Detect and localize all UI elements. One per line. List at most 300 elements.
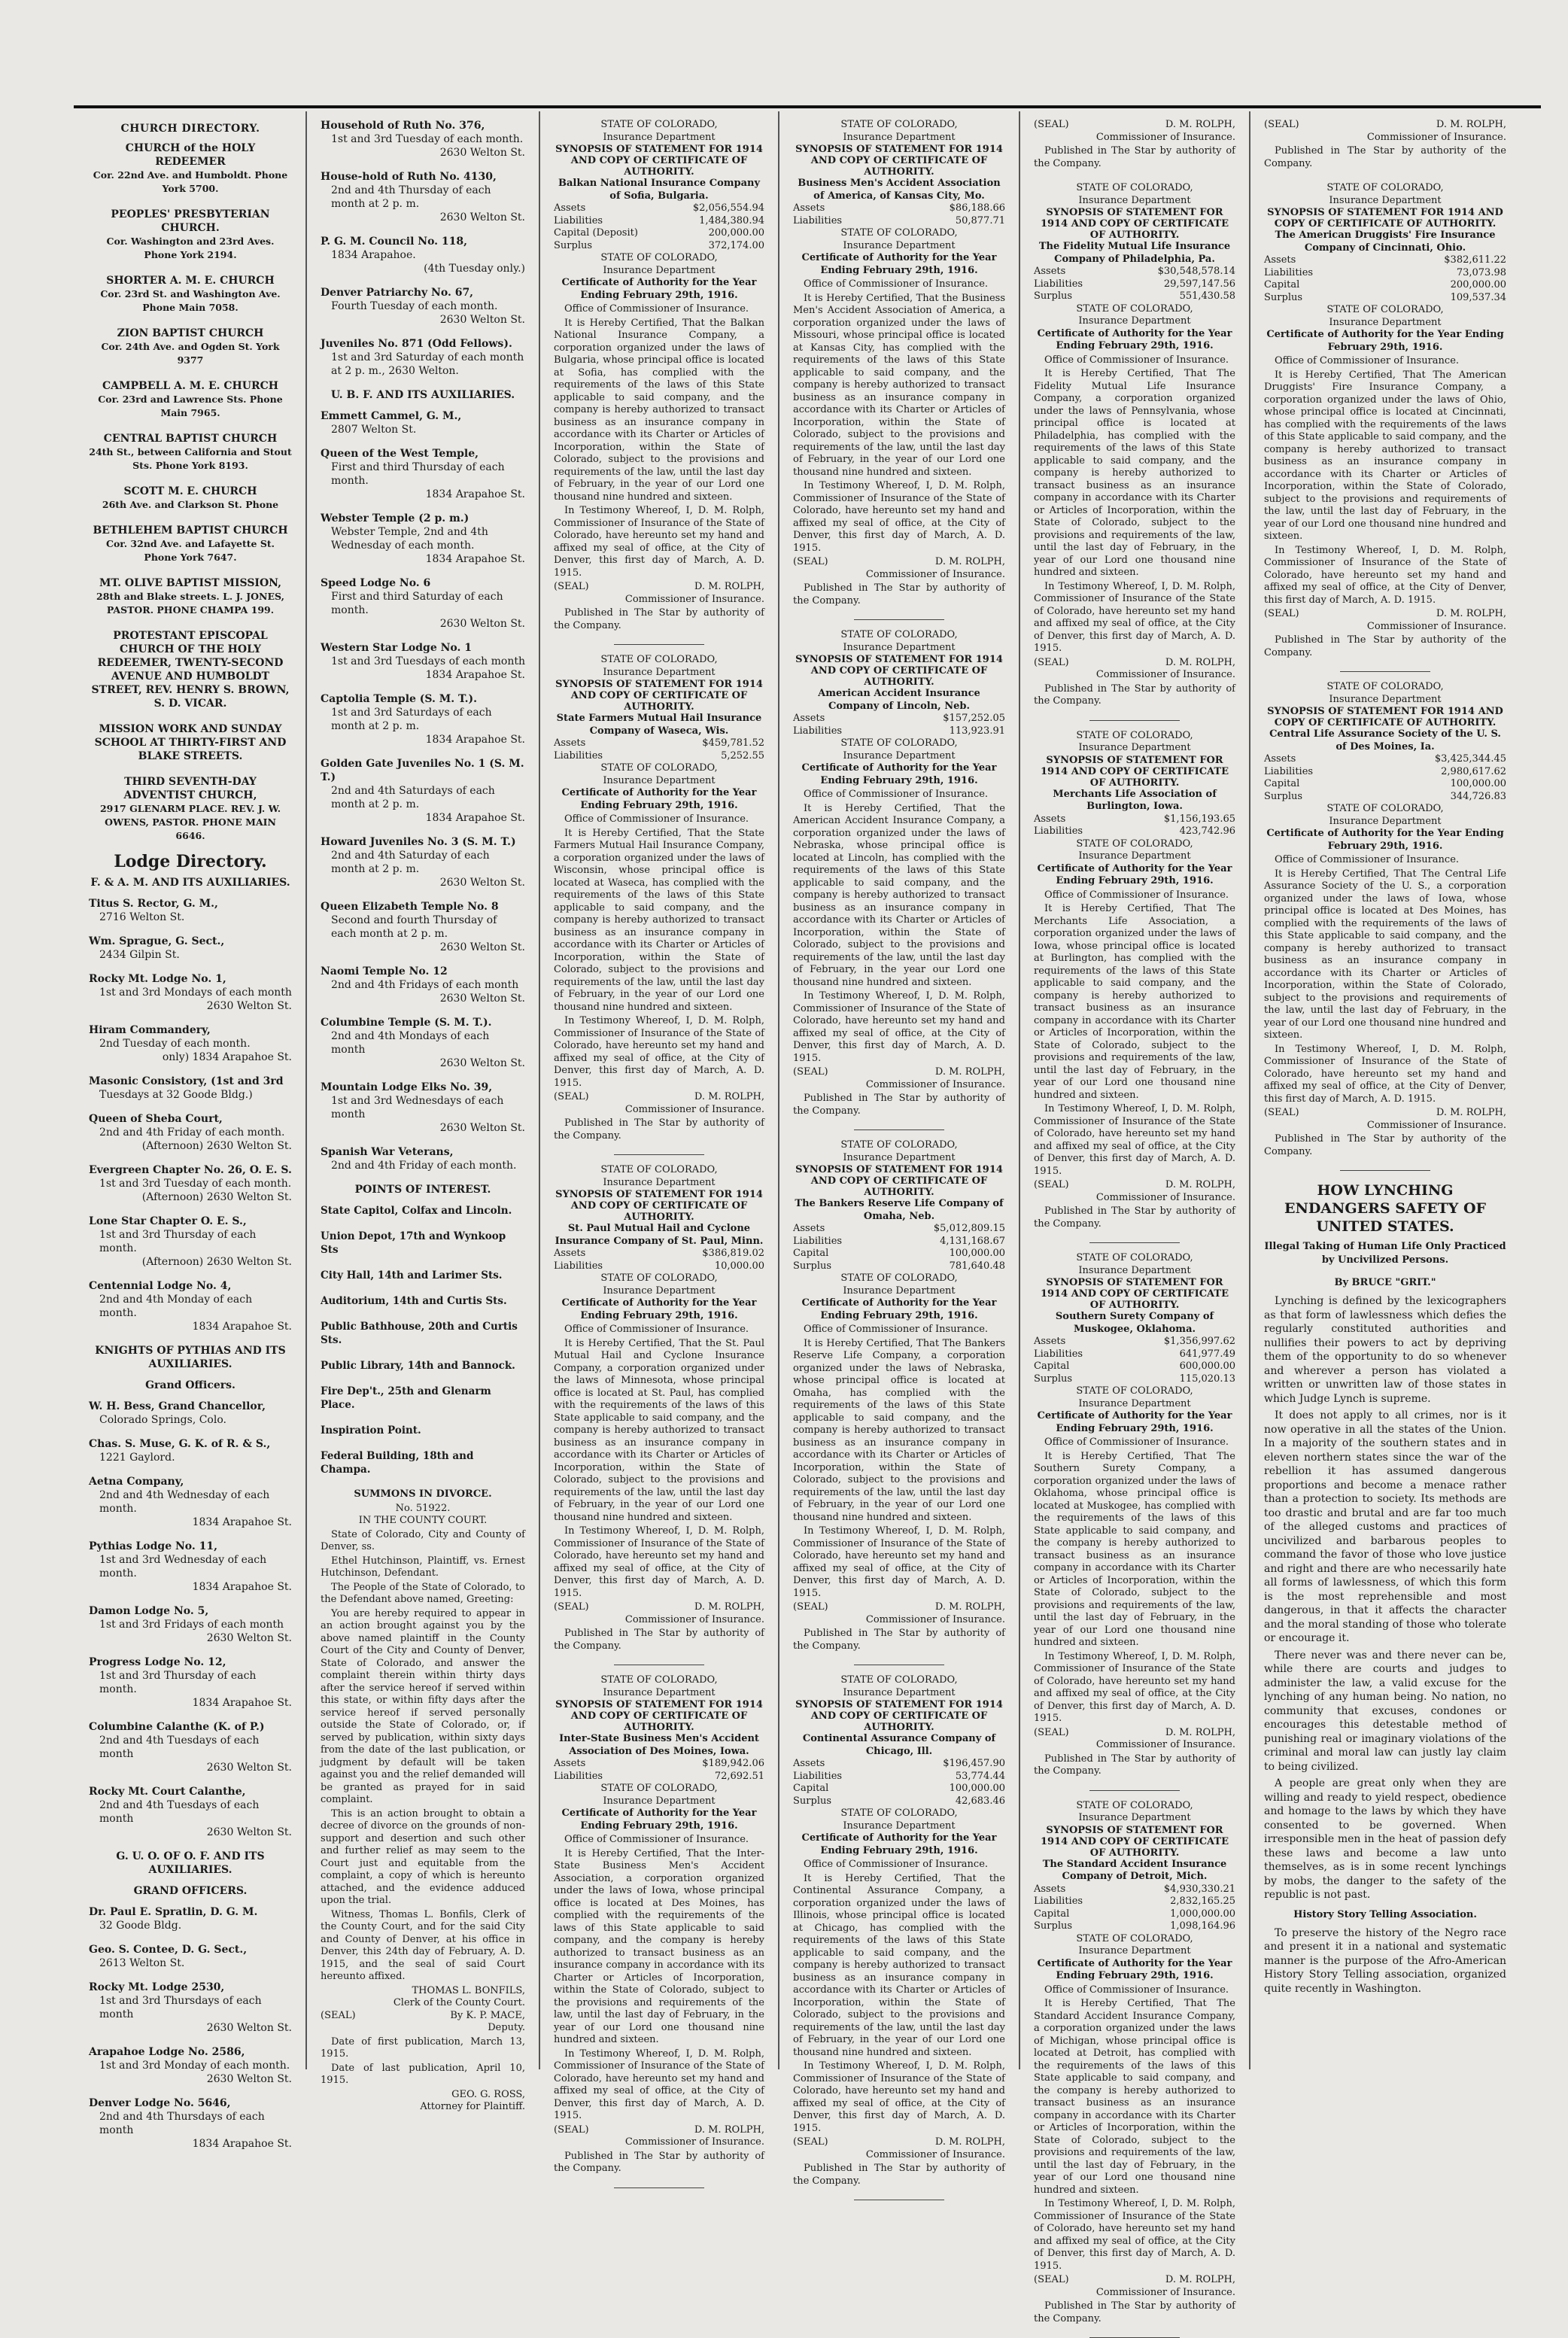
notice-dept: Insurance Department [843,1151,956,1163]
notice-body: It is Hereby Certified, That the Balkan National Insurance Company, a corporation organized under the laws of Bulgaria, whose principal office is located at Sofia, has complied with the requirements of the laws of this State applicable to said company, and the company is hereby authorized to transact business as an insurance company in accordance with its Charter or Articles of Incorporation, within the State of Colorado, subject to the provisions and requirements of the law, until the last day of February, in the year of our Lord one thousand nine hundred and sixteen. [554,317,764,503]
financial-value: $3,425,344.45 [1434,753,1506,765]
notice-dept: Insurance Department [1329,693,1442,705]
church-list [89,141,292,843]
lodge-name: Aetna Company, [89,1476,184,1488]
seal-text: (SEAL) [793,556,828,567]
financial-value: $1,356,997.62 [1163,1336,1235,1347]
financial-label: Surplus [1034,1920,1073,1932]
oof-officers-heading: GRAND OFFICERS. [133,1885,248,1897]
summons-court: IN THE COUNTY COURT. [358,1515,488,1526]
notice-dept: Insurance Department [843,749,956,762]
signer-name: D. M. ROLPH, [934,1601,1005,1613]
notice-state: STATE OF COLORADO, [840,1807,958,1819]
financial-value: 72,692.51 [714,1770,764,1782]
financial-value: $386,819.02 [702,1248,764,1259]
church-entry [89,629,292,710]
signer-name: D. M. ROLPH, [694,2124,764,2136]
column-insurance-notices-2 [778,119,1019,2187]
financial-value: 200,000.00 [708,227,764,239]
financial-label: Assets [554,737,586,749]
lodge-entry [321,1016,525,1070]
lodge-name: Centennial Lodge No. 4, [89,1280,232,1292]
financial-row [1264,791,1506,804]
notice-company: Business Men's Accident Association of America, of Kansas City, Mo. [798,178,1001,202]
notice-body: It is Hereby Certified, That the Business Men's Accident Association of America, a corporation organized under the laws of Missouri, whose principal office is located at Kansas City, has complied with the requirements of the laws of this State applicable to said company, and the company is hereby authorized to transact business as an insurance company in accordance with its Charter or Articles of Incorporation, within the State of Colorado, subject to the provisions and requirements of the law, until the last day of February, in the year of our Lord one thousand nine hundred and sixteen. [793,292,1005,478]
article-paragraph: There never was and there never can be, while there are courts and judges to administer the law, a valid excuse for the lynching of any human being. No nation, no community that excuses, condones or encourages this detestable method of punishing real or imaginary violations of the criminal and moral law can justly lay claim to being civilized. [1264,1649,1506,1773]
financial-value: 641,977.49 [1179,1348,1235,1360]
notice-certificate: Certificate of Authority for the Year Ending February 29th, 1916. [1037,862,1232,886]
lodge-detail: 32 Goode Bldg. [99,1920,182,1932]
lodge-entry [321,235,525,275]
lodge-name: W. H. Bess, Grand Chancellor, [89,1400,266,1412]
published-note: Published in The Star by authority of the Company. [554,607,764,631]
financial-row [1034,825,1235,838]
notice-state: STATE OF COLORADO, [600,1783,718,1794]
financial-row [1034,1348,1235,1361]
notice-synopsis: SYNOPSIS OF STATEMENT FOR 1914 AND COPY OF CERTIFICATE OF AUTHORITY. [1267,207,1503,230]
financial-value: 2,980,617.62 [1441,765,1506,777]
summons-seal: (SEAL) [321,2009,356,2021]
notice-office: Office of Commissioner of Insurance. [1275,854,1460,865]
notice-separator [614,1154,704,1155]
signer-name: D. M. ROLPH, [1165,119,1235,130]
financial-value: $4,930,330.21 [1163,1883,1235,1895]
lodge-detail: Tuesdays at 32 Goode Bldg.) [99,1089,253,1101]
summons-body [321,1529,525,1984]
financial-label: Liabilities [1034,1896,1083,1907]
oof-section-heading: G. U. O. OF O. F. AND ITS AUXILIARIES. [116,1850,265,1876]
financial-label: Assets [793,202,825,214]
notice-separator [854,619,944,620]
lodge-entry [321,409,525,436]
notice-company: Merchants Life Association of Burlington, Iowa. [1053,788,1217,812]
notice-testimony: In Testimony Whereof, I, D. M. Rolph, Commissioner of Insurance of the State of Colorado, have hereunto set my hand and affixed my seal of office, at the City of Denver, this first day of March, A. D. 1915. [554,1015,764,1089]
notice-state: STATE OF COLORADO, [600,119,718,130]
notice-state: STATE OF COLORADO, [840,1272,958,1284]
financial-label: Surplus [793,1260,832,1272]
lodge-name: Household of Ruth No. 376, [321,120,485,132]
financial-value: $30,548,578.14 [1157,266,1235,277]
financial-label: Liabilities [554,214,603,227]
signer-name: D. M. ROLPH, [1165,1726,1235,1738]
financial-value: 5,252.55 [721,749,764,762]
notice-dept: Insurance Department [843,131,956,143]
published-note: Published in The Star by authority of the Company. [1264,145,1506,169]
lodge-entry [89,1279,292,1333]
lodge-name: Howard Juveniles No. 3 (S. M. T.) [321,836,516,848]
lodge-name: Titus S. Rector, G. M., [89,898,218,910]
financial-row [793,1783,1005,1795]
summons-seal-line [321,2010,525,2023]
summons-paragraph: State of Colorado, City and County of Denver, ss. [321,1528,525,1552]
signer-title: Commissioner of Insurance. [624,2136,764,2148]
signature-line [793,1601,1005,1614]
lodge-entry [321,835,525,889]
financial-row [554,1758,764,1771]
notice-office: Office of Commissioner of Insurance. [1044,889,1229,901]
lodge-detail: First and third Saturday of each month. [331,591,503,616]
notice-dept: Insurance Department [843,1686,956,1698]
financial-label: Surplus [793,1795,832,1807]
summons-last-pub: Date of last publication, April 10, 1915. [321,2062,525,2086]
lodge-entry [89,2045,292,2086]
insurance-notice [554,1674,764,2175]
notice-certificate: Certificate of Authority for the Year Ending February 29th, 1916. [1266,828,1504,852]
notice-company: Inter-State Business Men's Accident Association of Des Moines, Iowa. [559,1733,759,1757]
lynching-article [1264,1181,1506,1996]
financial-row [1034,278,1235,291]
financial-row [793,1260,1005,1273]
lodge-entry [89,1400,292,1427]
column-insurance-notices-3 [1019,119,1249,2324]
notice-testimony: In Testimony Whereof, I, D. M. Rolph, Commissioner of Insurance of the State of Colorado, have hereunto set my hand and affixed my seal of office, at the City of Denver, this first day of March, A. D. 1915. [793,480,1005,554]
financial-label: Capital [1264,279,1300,290]
financial-row [1264,267,1506,280]
financial-label: Assets [1264,254,1296,266]
lodge-entry [89,1437,292,1464]
article-paragraph: It does not apply to all crimes, nor is it now operative in all the states of the Union. In a majority of the southern states and in eleven northern states since the war of the rebellion it has assumed dangerous proportions and become a menace rather than a protection to society. Its methods are too drastic and brutal and are far too much of the alleged customs and practices of uncivilized and barbarous peoples to command the favor of those who love justice and right and there are who necessarily hate all forms of lawlessness, of which this form is the most reprehensible and most dangerous, in that it affects the character and the moral standing of those who tolerate or encourage it. [1264,1409,1506,1644]
lodge-entry [89,1163,292,1204]
signer-name: D. M. ROLPH, [1165,656,1235,668]
poi-item: Inspiration Point. [321,1424,421,1437]
financial-label: Capital [1034,1908,1070,1920]
lodge-detail: 1st and 3rd Tuesday of each month. [331,133,524,145]
lodge-detail: 2630 Welton St. [206,1762,292,1774]
notice-state: STATE OF COLORADO, [600,654,718,665]
notice-certificate: Certificate of Authority for the Year Ending February 29th, 1916. [561,277,757,301]
article-paragraph: A people are great only when they are willing and ready to yield respect, obedience and homage to the laws by which they have consented to be governed. When irresponsible men in the heat of passion defy these laws and become a law unto themselves, as is in some recent lynchings by mobs, the danger to the safety of the republic is not past. [1264,1777,1506,1901]
signer-name: D. M. ROLPH, [1165,2274,1235,2285]
seal-text: (SEAL) [1034,1726,1069,1738]
lodge-detail: 1st and 3rd Saturday of each month at 2 p. m., 2630 Welton. [331,351,524,377]
church-directory-heading: CHURCH DIRECTORY. [120,123,260,135]
notice-state: STATE OF COLORADO, [600,252,718,263]
seal-text: (SEAL) [1264,608,1299,619]
lodge-detail: 2630 Welton St. [206,1826,292,1838]
notice-company: St. Paul Mutual Hail and Cyclone Insurance Company of St. Paul, Minn. [555,1223,764,1247]
poi-item: State Capitol, Colfax and Lincoln. [321,1205,512,1217]
notice-state: STATE OF COLORADO, [840,119,958,130]
church-name: CAMPBELL A. M. E. CHURCH [102,380,278,392]
lodge-detail: 1834 Arapahoe St. [425,812,525,824]
poi-item: Public Bathhouse, 20th and Curtis Sts. [321,1321,518,1346]
summons-paragraph: You are hereby required to appear in an action brought against you by the above named plaintiff in the County Court of the City and County of Denver, State of Colorado, and answer the complaint therein within thirty days after the service hereof if served within this state, or within fifty days after the service hereof if served personally outside the State of Colorado, or, if served by publication, within sixty days from the date of the last publication, or judgment by default will be taken against you and the relief demanded will be granted as prayed for in said complaint. [321,1607,525,1805]
summons-notice [321,1488,525,2114]
lodge-detail: 1834 Arapahoe St. [425,734,525,746]
financial-row [1034,1373,1235,1386]
financial-value: 100,000.00 [949,1248,1005,1259]
lodge-name: Masonic Consistory, (1st and 3rd [89,1075,284,1087]
lodge-detail: 1st and 3rd Wednesday of each month. [99,1554,267,1579]
signer-name: D. M. ROLPH, [934,1066,1005,1078]
financial-label: Capital [1034,1361,1070,1372]
notice-synopsis: SYNOPSIS OF STATEMENT FOR 1914 AND COPY OF CERTIFICATE OF AUTHORITY. [1267,706,1503,728]
financial-label: Liabilities [554,1770,603,1782]
notice-company: Central Life Assurance Society of the U. S. of Des Moines, Ia. [1269,728,1501,752]
seal-text: (SEAL) [793,1066,828,1078]
lodge-entry [89,1604,292,1645]
notice-office: Office of Commissioner of Insurance. [804,1324,989,1335]
financial-label: Capital [793,1248,829,1259]
notice-synopsis: SYNOPSIS OF STATEMENT FOR 1914 AND COPY OF CERTIFICATE OF AUTHORITY. [555,1699,763,1733]
lodge-name: Chas. S. Muse, G. K. of R. & S., [89,1438,271,1450]
signer-title: Commissioner of Insurance. [1366,131,1506,143]
lodge-entry [89,1475,292,1529]
lodge-entry [89,1785,292,1839]
lodge-entry [89,2096,292,2151]
lodge-detail: 2630 Welton St. [439,618,525,630]
signer-title: Commissioner of Insurance. [1095,1191,1235,1203]
lodge-detail: 2630 Welton St. [206,2073,292,2085]
signer-name: D. M. ROLPH, [694,1601,764,1613]
notice-synopsis: SYNOPSIS OF STATEMENT FOR 1914 AND COPY OF CERTIFICATE OF AUTHORITY. [795,144,1003,178]
notice-body: It is Hereby Certified, That The Southern Surety Company, a corporation organized under the laws of Oklahoma, whose principal office is located at Muskogee, has complied with the requirements of the laws of this State applicable to said company, and the company is hereby authorized to transact business as an insurance company in accordance with its Charter or Articles of Incorporation, within the State of Colorado, subject to the provisions and requirements of the law, until the last day of February, in the year of our Lord one thousand nine hundred and sixteen. [1034,1450,1235,1648]
column-church-lodge-directory [74,119,305,2150]
lodge-detail: only) 1834 Arapahoe St. [162,1051,292,1063]
lodge-entry [89,1981,292,2035]
seal-text: (SEAL) [554,1091,589,1102]
financial-row [1034,1883,1235,1896]
summons-first-pub: Date of first publication, March 13, 1915. [321,2035,525,2060]
church-address: 28th and Blake streets. L. J. JONES, PASTOR. PHONE CHAMPA 199. [96,591,284,616]
notice-dept: Insurance Department [1329,316,1442,328]
notice-office: Office of Commissioner of Insurance. [1044,1437,1229,1448]
notice-separator [614,644,704,645]
summons-clerk-title: Clerk of the County Court. [393,1997,525,2008]
signature-line [793,2136,1005,2149]
signer-name: D. M. ROLPH, [934,2136,1005,2148]
signature-line [1034,657,1235,670]
signer-name: D. M. ROLPH, [934,556,1005,567]
lodge-detail: 2nd and 4th Monday of each month. [99,1294,253,1319]
lodge-detail: 1st and 3rd Tuesdays of each month [331,655,525,667]
lodge-detail: 1834 Arapahoe St. [192,2138,292,2150]
notice-synopsis: SYNOPSIS OF STATEMENT FOR 1914 AND COPY OF CERTIFICATE OF AUTHORITY. [555,679,763,713]
notice-certificate: Certificate of Authority for the Year Ending February 29th, 1916. [561,1807,757,1832]
lodge-name: Golden Gate Juveniles No. 1 (S. M. T.) [321,758,524,783]
lodge-name: Webster Temple (2 p. m.) [321,512,469,524]
poi-section-heading: POINTS OF INTEREST. [354,1184,491,1196]
insurance-notice [793,629,1005,1117]
published-note: Published in The Star by authority of the Company. [793,582,1005,607]
notice-separator [1089,720,1180,721]
notice-state: STATE OF COLORADO, [600,1272,718,1284]
notice-dept: Insurance Department [843,239,956,251]
signer-title: Commissioner of Insurance. [1095,669,1235,680]
financial-row [554,1771,764,1783]
church-entry [89,524,292,564]
notice-company: The Fidelity Mutual Life Insurance Company of Philadelphia, Pa. [1038,241,1231,265]
signer-title: Commissioner of Insurance. [624,1103,764,1115]
financial-label: Surplus [554,239,593,251]
fam-section-heading: F. & A. M. AND ITS AUXILIARIES. [90,877,290,889]
lodge-name: Rocky Mt. Court Calanthe, [89,1786,246,1798]
notice-state: STATE OF COLORADO, [1076,182,1193,193]
financial-label: Assets [1264,753,1296,765]
notice-dept: Insurance Department [843,1820,956,1832]
church-address: Cor. 23rd and Lawrence Sts. Phone Main 7965. [98,394,283,418]
signer-name: D. M. ROLPH, [1165,1179,1235,1190]
financial-label: Liabilities [554,1260,603,1272]
signature-line [1264,1107,1506,1120]
lodge-detail: (Afternoon) 2630 Welton St. [141,1256,292,1268]
lodge-detail: 2630 Welton St. [439,877,525,889]
lodge-name: Queen of Sheba Court, [89,1113,223,1125]
financial-row [1264,292,1506,305]
poi-item: City Hall, 14th and Larimer Sts. [321,1269,503,1281]
lodge-detail: 2nd and 4th Thursdays of each month [99,2111,265,2136]
notice-company: American Accident Insurance Company of Lincoln, Neb. [818,688,980,712]
financial-value: 4,131,168.67 [940,1235,1005,1247]
notice-testimony: In Testimony Whereof, I, D. M. Rolph, Commissioner of Insurance of the State of Colorado, have hereunto set my hand and affixed my seal of office, at the City of Denver, this first day of March, A. D. 1915. [554,2048,764,2121]
seal-text: (SEAL) [1034,656,1069,668]
lodge-detail: (Afternoon) 2630 Welton St. [141,1191,292,1203]
seal-text: (SEAL) [554,1601,589,1613]
notice-separator [1089,1790,1180,1791]
financial-label: Capital [793,1783,829,1794]
financial-row [793,215,1005,228]
seal-text: (SEAL) [1034,1179,1069,1190]
lodge-name: Emmett Cammel, G. M., [321,410,462,422]
notice-certificate: Certificate of Authority for the Year Ending February 29th, 1916. [561,787,757,811]
financial-value: $157,252.05 [943,713,1005,724]
lodge-entry [321,692,525,746]
financial-row [793,725,1005,738]
lodge-detail: 1221 Gaylord. [99,1452,175,1464]
notice-body: It is Hereby Certified, That The Merchants Life Association, a corporation organized under the laws of Iowa, whose principal office is located at Burlington, has complied with the requirements of the laws of this State applicable to said company, and the company is hereby authorized to transact business as an insurance company in accordance with its Charter or Articles of Incorporation, within the State of Colorado, subject to the provisions and requirements of the law, until the last day of February, in the year of our Lord one thousand nine hundred and sixteen. [1034,903,1235,1101]
insurance-notice [554,119,764,632]
published-note: Published in The Star by authority of the Company. [554,2150,764,2174]
summons-paragraph: Ethel Hutchinson, Plaintiff, vs. Ernest Hutchinson, Defendant. [321,1555,525,1579]
poi-item: Union Depot, 17th and Wynkoop Sts [321,1230,506,1256]
financial-row [554,1248,764,1260]
notice-certificate: Certificate of Authority for the Year Ending February 29th, 1916. [561,1297,757,1321]
signer-title: Commissioner of Insurance. [865,1078,1005,1090]
notice-synopsis: SYNOPSIS OF STATEMENT FOR 1914 AND COPY OF CERTIFICATE OF AUTHORITY. [1040,754,1229,789]
lodge-detail: 1st and 3rd Tuesday of each month. [99,1178,292,1190]
lodge-name: Rocky Mt. Lodge 2530, [89,1981,225,1993]
church-entry [89,141,292,196]
continued-notice-signature [1264,119,1506,170]
notice-body: It is Hereby Certified, That The Standard Accident Insurance Company, a corporation organized under the laws of Michigan, whose principal office is located at Detroit, has complied with the requirements of the laws of this State applicable to said company, and the company is hereby authorized to transact business as an insurance company in accordance with its Charter or Articles of Incorporation, within the State of Colorado, subject to the provisions and requirements of the law, until the last day of February, in the year of our Lord one thousand nine hundred and sixteen. [1034,1998,1235,2196]
lodge-name: Progress Lodge No. 12, [89,1656,226,1668]
notice-testimony: In Testimony Whereof, I, D. M. Rolph, Commissioner of Insurance of the State of Colorado, have hereunto set my hand and affixed my seal of office, at the City of Denver, this first day of March, A. D. 1915. [1034,2198,1235,2272]
lodge-detail: 2nd and 4th Tuesdays of each month [99,1799,260,1825]
notice-company: The Standard Accident Insurance Company of Detroit, Mich. [1042,1858,1227,1882]
financial-row [1034,266,1235,278]
notice-office: Office of Commissioner of Insurance. [564,813,749,825]
financial-value: $86,188.66 [949,202,1005,214]
summons-clerk: THOMAS L. BONFILS, [412,1984,525,1996]
notice-company: Balkan National Insurance Company of Sofia, Bulgaria. [558,178,761,202]
lodge-detail: 2630 Welton St. [439,1122,525,1134]
summons-paragraph: Witness, Thomas L. Bonfils, Clerk of the County Court, and for the said City and County of Denver, at his office in Denver, this 24th day of February, A. D. 1915, and the seal of said Court hereunto affixed. [321,1908,525,1982]
lodge-entry [89,1112,292,1153]
lodge-name: Western Star Lodge No. 1 [321,642,472,654]
financial-value: 73,073.98 [1456,266,1506,278]
kp-section-heading: KNIGHTS OF PYTHIAS AND ITS AUXILIARIES. [95,1345,286,1370]
financial-value: 1,098,164.96 [1170,1920,1235,1932]
signature-line [554,1601,764,1614]
financial-row [793,1795,1005,1808]
summons-number: No. 51922. [395,1502,451,1514]
notice-office: Office of Commissioner of Insurance. [804,1859,989,1870]
lodge-detail: 1st and 3rd Fridays of each month [99,1619,284,1631]
financial-value: $196,457.90 [943,1758,1005,1769]
lodge-name: Hiram Commandery, [89,1024,211,1036]
notice-certificate: Certificate of Authority for the Year Ending February 29th, 1916. [1037,327,1232,351]
lodge-detail: 1834 Arapahoe St. [425,669,525,681]
notice-dept: Insurance Department [1078,1945,1191,1956]
lodge-entry [89,1540,292,1594]
article-byline: By BRUCE "GRIT." [1334,1277,1436,1288]
summons-deputy: By K. P. MACE, [450,2009,525,2021]
points-of-interest-list [321,1204,525,1476]
lodge-detail: 2nd and 4th Tuesdays of each month [99,1734,260,1760]
financial-row [554,1260,764,1273]
notice-testimony: In Testimony Whereof, I, D. M. Rolph, Commissioner of Insurance of the State of Colorado, have hereunto set my hand and affixed my seal of office, at the City of Denver, this first day of March, A. D. 1915. [554,505,764,579]
church-address: Cor. 22nd Ave. and Humboldt. Phone York 5700. [93,169,288,194]
kp-lodge-list [89,1400,292,1839]
column-insurance-notices-1 [539,119,778,2174]
church-name: PEOPLES' PRESBYTERIAN CHURCH. [111,208,270,234]
notice-dept: Insurance Department [1078,850,1191,862]
signer-title: Commissioner of Insurance. [624,593,764,605]
lodge-name: House-hold of Ruth No. 4130, [321,171,497,183]
church-name: MISSION WORK AND SUNDAY SCHOOL AT THIRTY-FIRST AND BLAKE STREETS. [94,723,287,762]
lodge-name: Arapahoe Lodge No. 2586, [89,2046,245,2058]
notice-body: It is Hereby Certified, That The Central Life Assurance Society of the U. S., a corporation organized under the laws of Iowa, whose principal office is located at Des Moines, has complied with the requirements of the laws of this State applicable to said company, and the company is hereby authorized to transact business as an insurance company in accordance with its Charter or Articles of Incorporation, within the State of Colorado, subject to the provisions and requirements of the law, until the last day of February, in the year of our Lord one thousand nine hundred and sixteen. [1264,868,1506,1041]
church-name: PROTESTANT EPISCOPAL CHURCH OF THE HOLY REDEEMER, TWENTY-SECOND AVENUE AND HUMBOLDT STREET, REV. HENRY S. BROWN, S. D. VICAR. [91,630,290,710]
published-note: Published in The Star by authority of the Company. [1034,145,1235,169]
signer-title: Commissioner of Insurance. [1366,620,1506,632]
financial-value: 109,537.34 [1450,291,1506,303]
financial-value: 100,000.00 [1450,778,1506,789]
financial-value: 423,742.96 [1179,825,1235,837]
church-entry [89,208,292,262]
financial-row [793,1236,1005,1248]
notice-testimony: In Testimony Whereof, I, D. M. Rolph, Commissioner of Insurance of the State of Colorado, have hereunto set my hand and affixed my seal of office, at the City of Denver, this first day of March, A. D. 1915. [793,1525,1005,1599]
financial-value: 42,683.46 [955,1795,1005,1807]
lodge-detail: 2nd and 4th Friday of each month. [331,1160,517,1172]
notice-list [1034,182,1235,2338]
lodge-name: Evergreen Chapter No. 26, O. E. S. [89,1164,292,1176]
lodge-detail: 2630 Welton St. [439,147,525,159]
financial-value: 115,020.13 [1179,1373,1235,1385]
financial-label: Liabilities [1264,765,1314,777]
financial-row [554,227,764,240]
lodge-detail: Second and fourth Thursday of each month at 2 p. m. [331,914,497,940]
article-subparagraph: To preserve the history of the Negro race and present it in a national and systematic manner is the purpose of the Afro-American History Story Telling association, organized quite recently in Washington. [1264,1926,1506,1995]
church-address: 2917 GLENARM PLACE. REV. J. W. OWENS, PASTOR. PHONE MAIN 6646. [99,803,281,841]
signer-title: Commissioner of Insurance. [1095,2286,1235,2298]
seal-text: (SEAL) [793,1601,828,1613]
summons-attorney-title: Attorney for Plaintiff. [420,2101,525,2112]
notice-testimony: In Testimony Whereof, I, D. M. Rolph, Commissioner of Insurance of the State of Colorado, have hereunto set my hand and affixed my seal of office, at the City of Denver, this first day of March, A. D. 1915. [1034,1650,1235,1724]
notice-state: STATE OF COLORADO, [1326,681,1444,692]
financial-value: 100,000.00 [949,1783,1005,1794]
notice-office: Office of Commissioner of Insurance. [1044,354,1229,366]
lodge-entry [321,900,525,954]
summons-title: SUMMONS IN DIVORCE. [354,1488,492,1500]
lodge-detail: First and third Thursday of each month. [331,461,505,487]
signature-line [554,1091,764,1104]
poi-item: Public Library, 14th and Bannock. [321,1360,515,1372]
financial-value: 344,726.83 [1450,790,1506,802]
notice-certificate: Certificate of Authority for the Year Ending February 29th, 1916. [1037,1410,1232,1434]
lodge-name: Wm. Sprague, G. Sect., [89,935,225,947]
financial-value: $2,056,554.94 [692,202,764,214]
